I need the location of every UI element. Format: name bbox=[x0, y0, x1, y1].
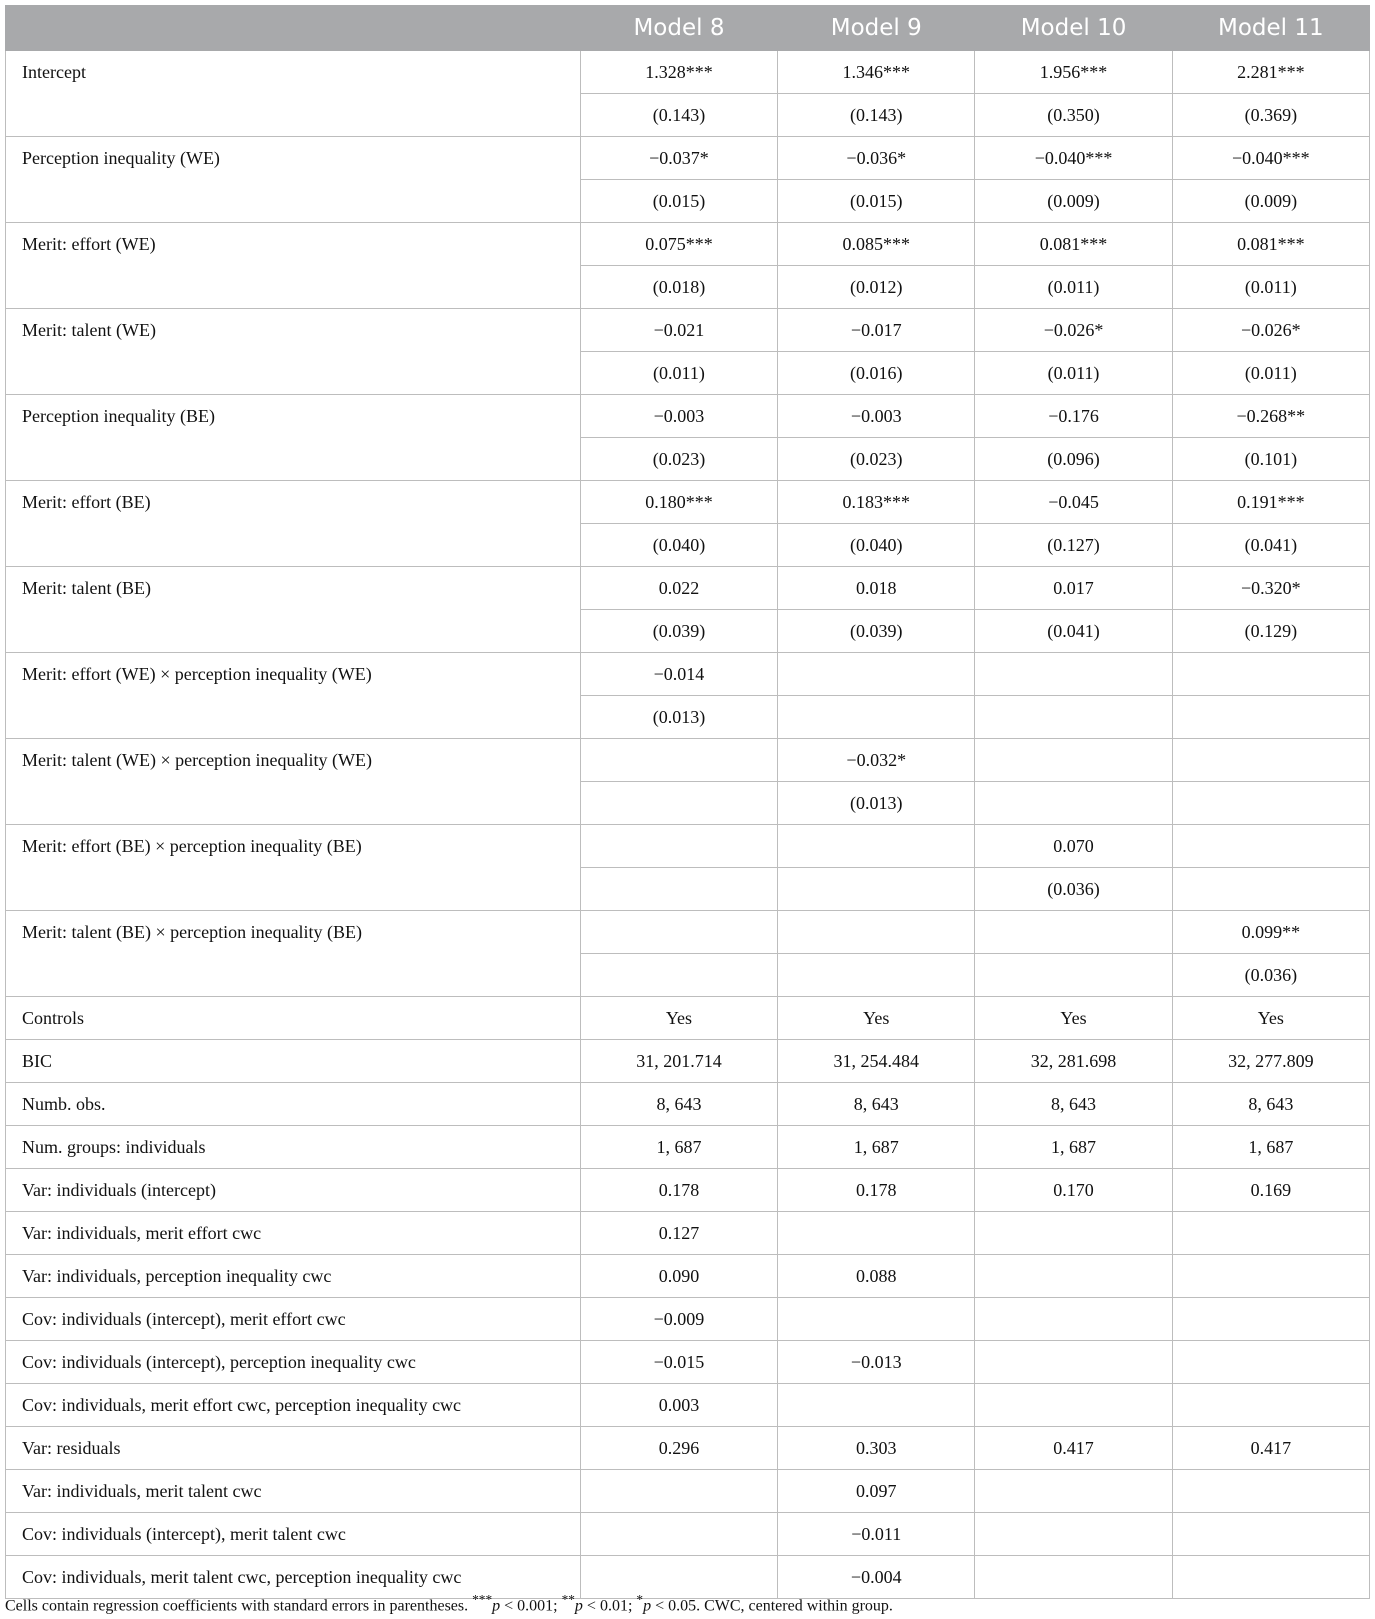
coefficient-cell: 0.099** bbox=[1172, 911, 1369, 954]
footnote-threshold-2: < 0.01; bbox=[582, 1597, 637, 1615]
statistic-row bbox=[6, 1384, 1370, 1427]
standard-error-cell: (0.101) bbox=[1172, 438, 1369, 481]
statistic-cell: 0.178 bbox=[580, 1169, 777, 1212]
statistic-row bbox=[6, 1040, 1370, 1083]
coefficient-cell bbox=[778, 825, 975, 868]
coefficient-cell: −0.017 bbox=[778, 309, 975, 352]
row-label: Merit: talent (BE) × perception inequality (BE) bbox=[6, 911, 581, 997]
statistic-row bbox=[6, 1513, 1370, 1556]
statistic-cell: 0.090 bbox=[580, 1255, 777, 1298]
statistic-cell bbox=[1172, 1212, 1369, 1255]
statistic-cell: −0.013 bbox=[778, 1341, 975, 1384]
coefficient-cell bbox=[580, 911, 777, 954]
header-model-11: Model 11 bbox=[1172, 6, 1369, 51]
standard-error-cell bbox=[1172, 782, 1369, 825]
statistic-cell bbox=[975, 1298, 1172, 1341]
statistic-cell: 32, 277.809 bbox=[1172, 1040, 1369, 1083]
coefficient-cell: 0.183*** bbox=[778, 481, 975, 524]
statistic-row bbox=[6, 1126, 1370, 1169]
coefficient-cell: −0.036* bbox=[778, 137, 975, 180]
footnote-p-3: p bbox=[643, 1597, 652, 1615]
standard-error-cell: (0.011) bbox=[1172, 352, 1369, 395]
standard-error-cell bbox=[778, 954, 975, 997]
standard-error-cell bbox=[778, 868, 975, 911]
coefficient-row bbox=[6, 653, 1370, 696]
statistic-cell: 31, 201.714 bbox=[580, 1040, 777, 1083]
coefficient-row bbox=[6, 309, 1370, 352]
standard-error-cell: (0.129) bbox=[1172, 610, 1369, 653]
standard-error-cell: (0.369) bbox=[1172, 94, 1369, 137]
footnote-p-1: p bbox=[492, 1597, 501, 1615]
statistic-row bbox=[6, 1298, 1370, 1341]
footnote-stars-1: *** bbox=[472, 1592, 493, 1607]
coefficient-cell bbox=[1172, 653, 1369, 696]
row-label: Merit: talent (BE) bbox=[6, 567, 581, 653]
coefficient-cell: 0.085*** bbox=[778, 223, 975, 266]
standard-error-cell: (0.036) bbox=[1172, 954, 1369, 997]
row-label: Var: individuals, merit talent cwc bbox=[6, 1470, 581, 1513]
table-footnote bbox=[5, 1592, 1370, 1615]
footnote-p-2: p bbox=[574, 1597, 583, 1615]
statistic-cell: 0.303 bbox=[778, 1427, 975, 1470]
row-label: Num. groups: individuals bbox=[6, 1126, 581, 1169]
statistic-row bbox=[6, 1083, 1370, 1126]
coefficient-cell: −0.003 bbox=[580, 395, 777, 438]
standard-error-cell: (0.015) bbox=[580, 180, 777, 223]
statistic-cell: −0.011 bbox=[778, 1513, 975, 1556]
row-label: Merit: effort (WE) bbox=[6, 223, 581, 309]
statistic-cell: 1, 687 bbox=[975, 1126, 1172, 1169]
statistic-cell bbox=[1172, 1384, 1369, 1427]
statistic-cell bbox=[1172, 1470, 1369, 1513]
coefficient-cell: 0.018 bbox=[778, 567, 975, 610]
standard-error-cell: (0.039) bbox=[580, 610, 777, 653]
statistic-row bbox=[6, 1341, 1370, 1384]
standard-error-cell: (0.040) bbox=[778, 524, 975, 567]
statistic-cell: 0.169 bbox=[1172, 1169, 1369, 1212]
coefficient-cell: −0.040*** bbox=[1172, 137, 1369, 180]
standard-error-cell: (0.011) bbox=[1172, 266, 1369, 309]
statistic-cell bbox=[1172, 1255, 1369, 1298]
statistic-cell: 0.003 bbox=[580, 1384, 777, 1427]
statistic-cell: 32, 281.698 bbox=[975, 1040, 1172, 1083]
standard-error-cell: (0.143) bbox=[580, 94, 777, 137]
statistic-cell: Yes bbox=[778, 997, 975, 1040]
standard-error-cell: (0.096) bbox=[975, 438, 1172, 481]
footnote-stars-2: ** bbox=[561, 1592, 575, 1607]
statistic-row bbox=[6, 1169, 1370, 1212]
statistic-cell bbox=[975, 1470, 1172, 1513]
statistic-cell: 0.088 bbox=[778, 1255, 975, 1298]
coefficient-row bbox=[6, 395, 1370, 438]
standard-error-cell: (0.011) bbox=[975, 266, 1172, 309]
coefficient-cell bbox=[1172, 739, 1369, 782]
statistic-cell bbox=[778, 1384, 975, 1427]
standard-error-cell: (0.013) bbox=[778, 782, 975, 825]
statistic-cell: 0.170 bbox=[975, 1169, 1172, 1212]
coefficient-cell: −0.026* bbox=[1172, 309, 1369, 352]
statistic-cell: 8, 643 bbox=[580, 1083, 777, 1126]
footnote-threshold-3: < 0.05. CWC, centered within group. bbox=[651, 1597, 893, 1615]
statistic-cell: 8, 643 bbox=[975, 1083, 1172, 1126]
statistic-row bbox=[6, 1470, 1370, 1513]
row-label: Var: residuals bbox=[6, 1427, 581, 1470]
statistic-row bbox=[6, 1212, 1370, 1255]
coefficient-row bbox=[6, 223, 1370, 266]
statistic-cell bbox=[975, 1212, 1172, 1255]
standard-error-cell: (0.040) bbox=[580, 524, 777, 567]
row-label: Merit: effort (WE) × perception inequality (WE) bbox=[6, 653, 581, 739]
standard-error-cell: (0.350) bbox=[975, 94, 1172, 137]
statistic-row bbox=[6, 1255, 1370, 1298]
standard-error-cell: (0.018) bbox=[580, 266, 777, 309]
coefficient-cell bbox=[975, 739, 1172, 782]
coefficient-cell bbox=[1172, 825, 1369, 868]
statistic-cell bbox=[1172, 1298, 1369, 1341]
statistic-cell bbox=[580, 1513, 777, 1556]
statistic-cell bbox=[975, 1341, 1172, 1384]
row-label: BIC bbox=[6, 1040, 581, 1083]
statistic-cell: 0.127 bbox=[580, 1212, 777, 1255]
standard-error-cell: (0.023) bbox=[778, 438, 975, 481]
coefficient-row bbox=[6, 567, 1370, 610]
coefficient-cell bbox=[778, 911, 975, 954]
row-label: Cov: individuals, merit effort cwc, perception inequality cwc bbox=[6, 1384, 581, 1427]
coefficient-cell: 0.022 bbox=[580, 567, 777, 610]
coefficient-cell: 0.017 bbox=[975, 567, 1172, 610]
statistic-cell bbox=[1172, 1513, 1369, 1556]
coefficient-cell: −0.014 bbox=[580, 653, 777, 696]
coefficient-cell: 2.281*** bbox=[1172, 51, 1369, 94]
statistic-cell bbox=[1172, 1341, 1369, 1384]
standard-error-cell bbox=[580, 954, 777, 997]
coefficient-cell: −0.040*** bbox=[975, 137, 1172, 180]
row-label: Merit: talent (WE) bbox=[6, 309, 581, 395]
coefficient-row bbox=[6, 911, 1370, 954]
standard-error-cell: (0.012) bbox=[778, 266, 975, 309]
coefficient-cell: 1.346*** bbox=[778, 51, 975, 94]
standard-error-cell bbox=[1172, 696, 1369, 739]
row-label: Merit: effort (BE) bbox=[6, 481, 581, 567]
standard-error-cell bbox=[580, 782, 777, 825]
row-label: Intercept bbox=[6, 51, 581, 137]
standard-error-cell bbox=[580, 868, 777, 911]
standard-error-cell bbox=[975, 954, 1172, 997]
coefficient-cell: −0.268** bbox=[1172, 395, 1369, 438]
standard-error-cell: (0.009) bbox=[975, 180, 1172, 223]
coefficient-cell: −0.037* bbox=[580, 137, 777, 180]
regression-table bbox=[5, 5, 1370, 1599]
coefficient-cell: −0.045 bbox=[975, 481, 1172, 524]
statistic-cell bbox=[975, 1384, 1172, 1427]
row-label: Cov: individuals, merit talent cwc, perception inequality cwc bbox=[6, 1556, 581, 1599]
coefficient-cell bbox=[975, 653, 1172, 696]
footnote-intro: Cells contain regression coefficients with standard errors in parentheses. bbox=[5, 1597, 473, 1615]
statistic-cell: −0.015 bbox=[580, 1341, 777, 1384]
standard-error-cell: (0.041) bbox=[975, 610, 1172, 653]
header-blank bbox=[6, 6, 581, 51]
standard-error-cell: (0.143) bbox=[778, 94, 975, 137]
standard-error-cell bbox=[1172, 868, 1369, 911]
row-label: Perception inequality (WE) bbox=[6, 137, 581, 223]
row-label: Numb. obs. bbox=[6, 1083, 581, 1126]
standard-error-cell: (0.013) bbox=[580, 696, 777, 739]
row-label: Merit: effort (BE) × perception inequality (BE) bbox=[6, 825, 581, 911]
standard-error-cell bbox=[975, 782, 1172, 825]
footnote-threshold-1: < 0.001; bbox=[500, 1597, 562, 1615]
standard-error-cell: (0.015) bbox=[778, 180, 975, 223]
coefficient-cell: −0.026* bbox=[975, 309, 1172, 352]
regression-table-container bbox=[5, 5, 1370, 1599]
header-row bbox=[6, 6, 1370, 51]
statistic-cell bbox=[975, 1255, 1172, 1298]
statistic-cell: 1, 687 bbox=[580, 1126, 777, 1169]
statistic-cell bbox=[975, 1513, 1172, 1556]
statistic-cell bbox=[778, 1212, 975, 1255]
statistic-cell: Yes bbox=[580, 997, 777, 1040]
statistic-cell: 8, 643 bbox=[778, 1083, 975, 1126]
coefficient-cell: 0.180*** bbox=[580, 481, 777, 524]
standard-error-cell bbox=[778, 696, 975, 739]
coefficient-row bbox=[6, 51, 1370, 94]
row-label: Cov: individuals (intercept), merit talent cwc bbox=[6, 1513, 581, 1556]
coefficient-row bbox=[6, 137, 1370, 180]
coefficient-cell: 0.081*** bbox=[975, 223, 1172, 266]
coefficient-cell: 1.328*** bbox=[580, 51, 777, 94]
standard-error-cell: (0.016) bbox=[778, 352, 975, 395]
header-model-10: Model 10 bbox=[975, 6, 1172, 51]
statistic-cell: Yes bbox=[1172, 997, 1369, 1040]
coefficient-row bbox=[6, 481, 1370, 524]
coefficient-cell: 0.081*** bbox=[1172, 223, 1369, 266]
standard-error-cell: (0.041) bbox=[1172, 524, 1369, 567]
coefficient-cell bbox=[580, 825, 777, 868]
row-label: Var: individuals (intercept) bbox=[6, 1169, 581, 1212]
standard-error-cell: (0.023) bbox=[580, 438, 777, 481]
statistic-cell bbox=[778, 1298, 975, 1341]
statistic-cell: 0.417 bbox=[1172, 1427, 1369, 1470]
coefficient-cell: −0.021 bbox=[580, 309, 777, 352]
header-model-9: Model 9 bbox=[778, 6, 975, 51]
standard-error-cell: (0.011) bbox=[975, 352, 1172, 395]
statistic-cell: 0.178 bbox=[778, 1169, 975, 1212]
row-label: Cov: individuals (intercept), perception inequality cwc bbox=[6, 1341, 581, 1384]
row-label: Var: individuals, perception inequality cwc bbox=[6, 1255, 581, 1298]
coefficient-cell: −0.032* bbox=[778, 739, 975, 782]
coefficient-cell: −0.003 bbox=[778, 395, 975, 438]
standard-error-cell: (0.127) bbox=[975, 524, 1172, 567]
statistic-row bbox=[6, 997, 1370, 1040]
standard-error-cell: (0.011) bbox=[580, 352, 777, 395]
statistic-cell: 0.097 bbox=[778, 1470, 975, 1513]
statistic-cell: 31, 254.484 bbox=[778, 1040, 975, 1083]
coefficient-cell bbox=[778, 653, 975, 696]
coefficient-cell: −0.320* bbox=[1172, 567, 1369, 610]
row-label: Perception inequality (BE) bbox=[6, 395, 581, 481]
statistic-cell: 0.296 bbox=[580, 1427, 777, 1470]
standard-error-cell bbox=[975, 696, 1172, 739]
coefficient-cell: −0.176 bbox=[975, 395, 1172, 438]
statistic-cell: 1, 687 bbox=[778, 1126, 975, 1169]
standard-error-cell: (0.009) bbox=[1172, 180, 1369, 223]
table-body bbox=[6, 51, 1370, 1599]
coefficient-cell: 0.070 bbox=[975, 825, 1172, 868]
row-label: Var: individuals, merit effort cwc bbox=[6, 1212, 581, 1255]
statistic-cell: −0.004 bbox=[778, 1556, 975, 1599]
statistic-cell: 1, 687 bbox=[1172, 1126, 1369, 1169]
row-label: Cov: individuals (intercept), merit effort cwc bbox=[6, 1298, 581, 1341]
coefficient-cell: 0.191*** bbox=[1172, 481, 1369, 524]
standard-error-cell: (0.039) bbox=[778, 610, 975, 653]
statistic-cell: Yes bbox=[975, 997, 1172, 1040]
coefficient-row bbox=[6, 825, 1370, 868]
coefficient-cell: 0.075*** bbox=[580, 223, 777, 266]
row-label: Controls bbox=[6, 997, 581, 1040]
statistic-cell bbox=[580, 1470, 777, 1513]
statistic-cell: −0.009 bbox=[580, 1298, 777, 1341]
coefficient-cell: 1.956*** bbox=[975, 51, 1172, 94]
statistic-row bbox=[6, 1427, 1370, 1470]
statistic-cell: 0.417 bbox=[975, 1427, 1172, 1470]
coefficient-row bbox=[6, 739, 1370, 782]
coefficient-cell bbox=[975, 911, 1172, 954]
statistic-cell: 8, 643 bbox=[1172, 1083, 1369, 1126]
coefficient-cell bbox=[580, 739, 777, 782]
footnote-stars-3: * bbox=[636, 1592, 644, 1607]
row-label: Merit: talent (WE) × perception inequality (WE) bbox=[6, 739, 581, 825]
header-model-8: Model 8 bbox=[580, 6, 777, 51]
standard-error-cell: (0.036) bbox=[975, 868, 1172, 911]
